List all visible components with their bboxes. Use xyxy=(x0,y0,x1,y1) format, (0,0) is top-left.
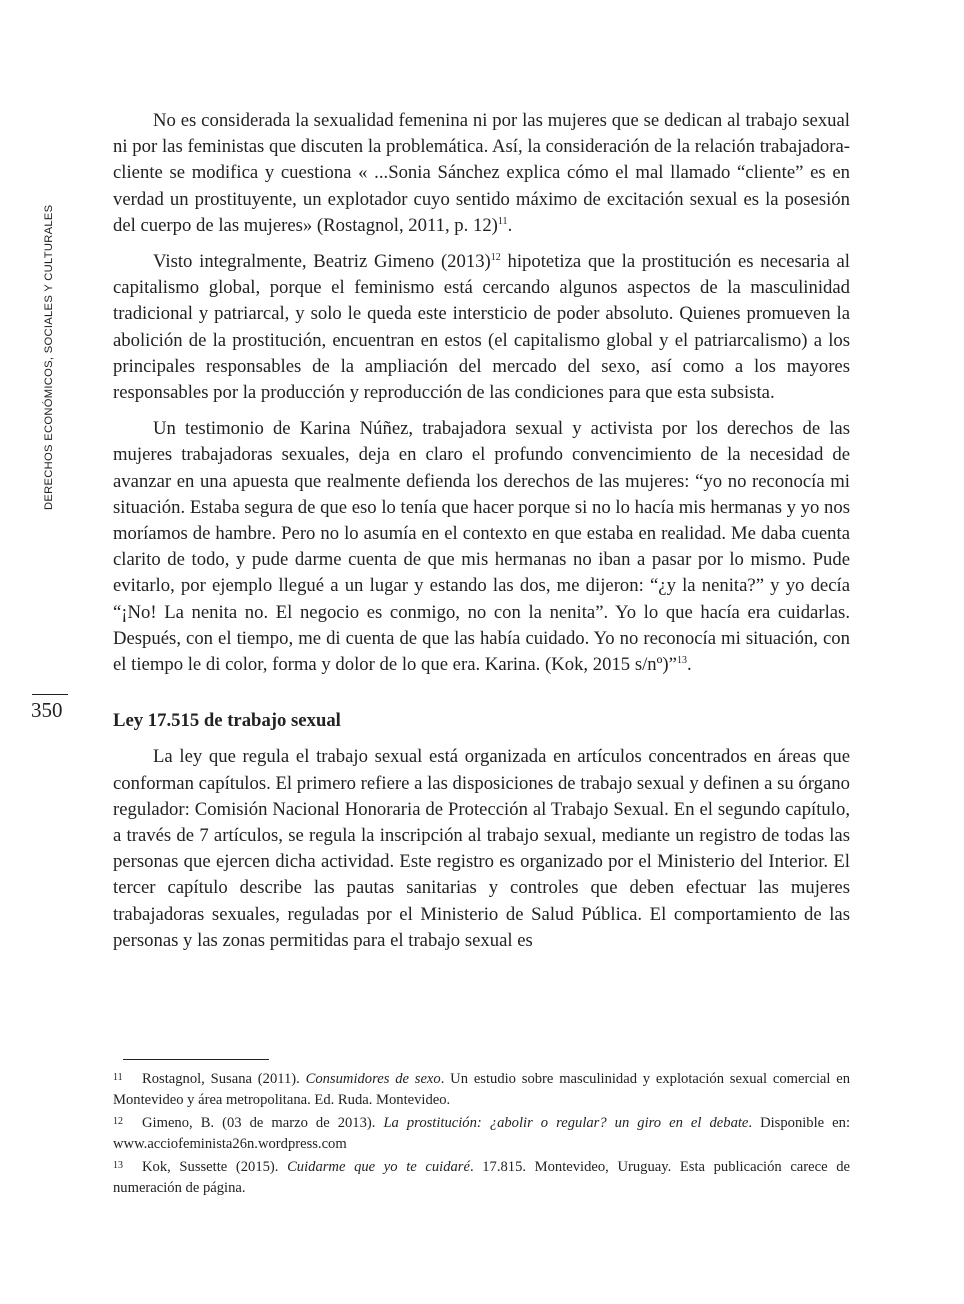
footnotes xyxy=(113,1067,850,1199)
footnote-number: 11 xyxy=(113,1072,123,1083)
footnote-title: La prostitución: ¿abolir o regular? un giro en el debate xyxy=(383,1115,749,1131)
footnote-ref-13: 13 xyxy=(676,655,687,667)
footnote-divider xyxy=(123,1059,269,1060)
paragraph-1-text: No es considerada la sexualidad femenina ni por las mujeres que se dedican al trabajo sexual ni por las feministas que discuten la problemática. Así, la consideración de la relación trabajadora-cliente se modifica y cuestiona « ...Sonia Sánchez explica cómo el mal llamado “cliente” es en verdad un prostituyente, un explotador cuyo sentido máximo de excitación sexual es la posesión del cuerpo de las mujeres» (Rostagnol, 2011, p. 12) xyxy=(113,110,850,236)
body-text xyxy=(113,108,850,964)
footnote-12 xyxy=(113,1111,850,1155)
footnote-title: Cuidarme que yo te cuidaré xyxy=(287,1159,470,1175)
paragraph-2-text: hipotetiza que la prostitución es necesaria al capitalismo global, porque el feminismo está cercando algunos aspectos de la masculinidad tradicional y patriarcal, y solo le queda este intersticio de poder absoluto. Quienes promueven la abolición de la prostitución, encuentran en estos (el capitalismo global y el patriarcalismo) a los principales responsables de la ampliación del mercado del sexo, así como a los mayores responsables por la producción y reproducción de las condiciones para que esta subsista. xyxy=(113,251,850,404)
footnote-text: Kok, Sussette (2015). xyxy=(142,1159,288,1175)
paragraph-2-pre: Visto integralmente, Beatriz Gimeno (2013) xyxy=(153,251,491,273)
running-title: DERECHOS ECONÓMICOS, SOCIALES Y CULTURALES xyxy=(43,204,55,510)
footnote-ref-12: 12 xyxy=(490,252,501,264)
paragraph-1-end: . xyxy=(507,214,513,236)
footnote-title: Consumidores de sexo xyxy=(305,1071,441,1087)
page-number-rule xyxy=(32,694,68,695)
footnote-number: 12 xyxy=(113,1116,123,1127)
section-paragraph: La ley que regula el trabajo sexual está organizada en artículos concentrados en áreas que conforman capítulos. El primero refiere a las disposiciones de trabajo sexual y definen a su órgano regulador: Comisión Nacional Honoraria de Protección al Trabajo Sexual. En el segundo capítulo, a través de 7 artículos, se regula la inscripción al trabajo sexual, mediante un registro de todas las personas que ejercen dicha actividad. Este registro es organizado por el Ministerio del Interior. El tercer capítulo describe las pautas sanitarias y controles que deben efectuar las mujeres trabajadoras sexuales, reguladas por el Ministerio de Salud Pública. El comportamiento de las personas y las zonas permitidas para el trabajo sexual es xyxy=(113,746,850,951)
footnote-text: . 17.815. Montevideo, Uruguay. Esta publicación carece de numeración de página. xyxy=(113,1159,850,1196)
paragraph-3-end: . xyxy=(686,654,692,676)
paragraph-2 xyxy=(113,249,850,406)
footnote-11 xyxy=(113,1067,850,1111)
footnote-text: . Disponible en: www.acciofeminista26n.wordpress.com xyxy=(113,1115,850,1152)
paragraph-3-text: Un testimonio de Karina Núñez, trabajadora sexual y activista por los derechos de las mujeres trabajadoras sexuales, deja en claro el profundo convencimiento de la necesidad de avanzar en una apuesta que realmente defienda los derechos de las mujeres: “yo no reconocía mi situación. Estaba segura de que eso lo tenía que hacer porque si no lo hacía mis hermanas y yo nos moríamos de hambre. Pero no lo asumía en el contexto en que estaba en realidad. Me daba cuenta clarito de todo, y pude darme cuenta de que mis hermanas no iban a pasar por lo mismo. Pude evitarlo, por ejemplo llegué a un lugar y estando las dos, me dijeron: “¿y la nenita?” y yo decía “¡No! La nenita no. El negocio es conmigo, no con la nenita”. Yo lo que hacía era cuidarlas. Después, con el tiempo, me di cuenta de que las había cuidado. Yo no reconocía mi situación, con el tiempo le di color, forma y dolor de lo que era. Karina. (Kok, 2015 s/nº)” xyxy=(113,418,850,676)
footnote-text: Gimeno, B. (03 de marzo de 2013). xyxy=(142,1115,384,1131)
page-number: 350 xyxy=(31,698,63,722)
paragraph-1 xyxy=(113,108,850,239)
footnote-text: . Un estudio sobre masculinidad y explotación sexual comercial en Montevideo y área metropolitana. Ed. Ruda. Montevideo. xyxy=(113,1071,850,1108)
footnote-13 xyxy=(113,1155,850,1199)
paragraph-3 xyxy=(113,416,850,678)
footnote-ref-11: 11 xyxy=(497,215,508,227)
footnote-text: Rostagnol, Susana (2011). xyxy=(142,1071,306,1087)
section-heading: Ley 17.515 de trabajo sexual xyxy=(113,710,341,732)
footnote-number: 13 xyxy=(113,1160,123,1171)
